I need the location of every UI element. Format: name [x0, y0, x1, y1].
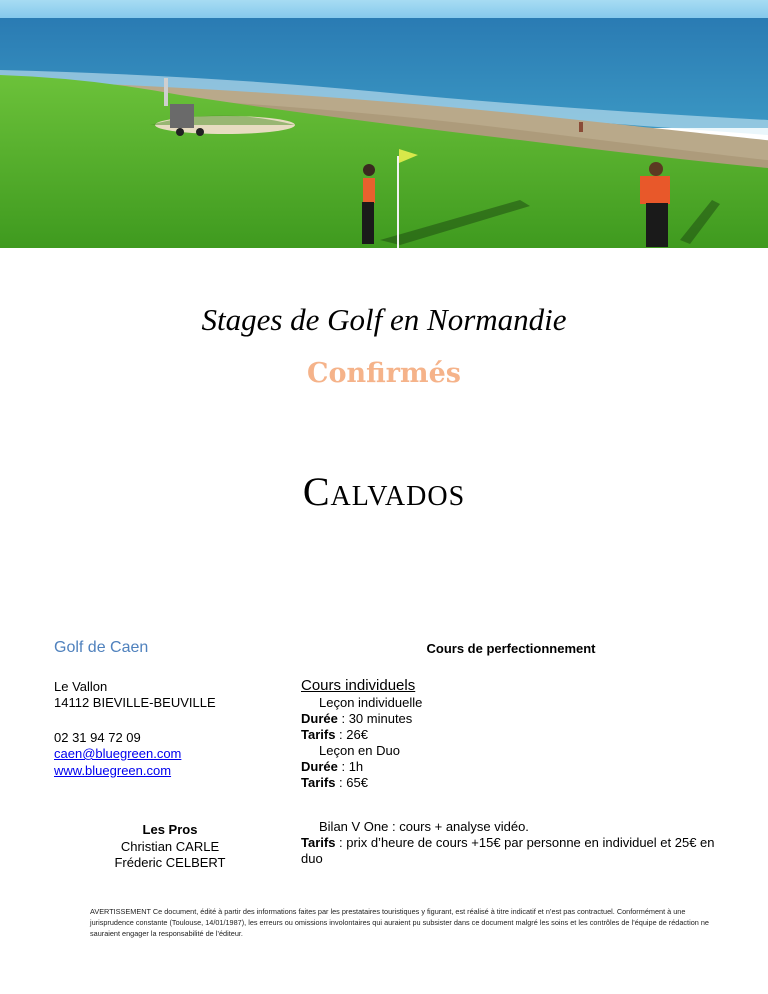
cours-individuels-title: Cours individuels	[301, 677, 416, 694]
level-subtitle: Confirmés	[307, 358, 461, 389]
club-info	[54, 640, 284, 779]
pros-heading: Les Pros	[142, 822, 198, 837]
offer-heading: Cours de perfectionnement	[426, 641, 596, 656]
pro-name: Fréderic CELBERT	[114, 855, 226, 870]
offer-block	[301, 641, 731, 867]
address-line-2: 14112 BIEVILLE-BEUVILLE	[54, 695, 216, 710]
lecon2-tarif: Tarifs : 65€	[301, 775, 368, 790]
website-link[interactable]: www.bluegreen.com	[54, 762, 172, 778]
phone-number: 02 31 94 72 09	[54, 729, 141, 745]
bilan-tarif: Tarifs : prix d’heure de cours +15€ par personne en individuel et 25€ en duo	[301, 835, 715, 866]
region-heading: Calvados	[302, 469, 466, 514]
lecon1-duree: Durée : 30 minutes	[301, 711, 413, 726]
bilan-title: Bilan V One : cours + analyse vidéo.	[319, 819, 529, 834]
disclaimer: AVERTISSEMENT Ce document, édité à partir des informations faites par les prestataires touristiques y figurant, est réalisé à titre indicatif et n’est pas contractuel. Conformément à une jurisprudence constante (Toulouse, 14/01/1987), les erreurs ou omissions involontaires qui auraient pu subsister dans ce document malgré les soins et les contrôles de l’équipe de rédaction ne sauraient engager la responsabilité de l’éditeur.	[90, 907, 709, 938]
lecon2-duree: Durée : 1h	[301, 759, 364, 774]
email-link[interactable]: caen@bluegreen.com	[54, 746, 182, 761]
lecon-individuelle-title: Leçon individuelle	[319, 695, 423, 710]
pros-block	[90, 822, 250, 872]
hero-photo	[0, 0, 768, 248]
club-name: Golf de Caen	[54, 639, 149, 656]
lecon-duo-title: Leçon en Duo	[319, 743, 400, 758]
pro-name: Christian CARLE	[120, 838, 220, 854]
page-title: Stages de Golf en Normandie	[201, 302, 567, 337]
lecon1-tarif: Tarifs : 26€	[301, 727, 368, 742]
address-line-1: Le Vallon	[54, 678, 108, 694]
